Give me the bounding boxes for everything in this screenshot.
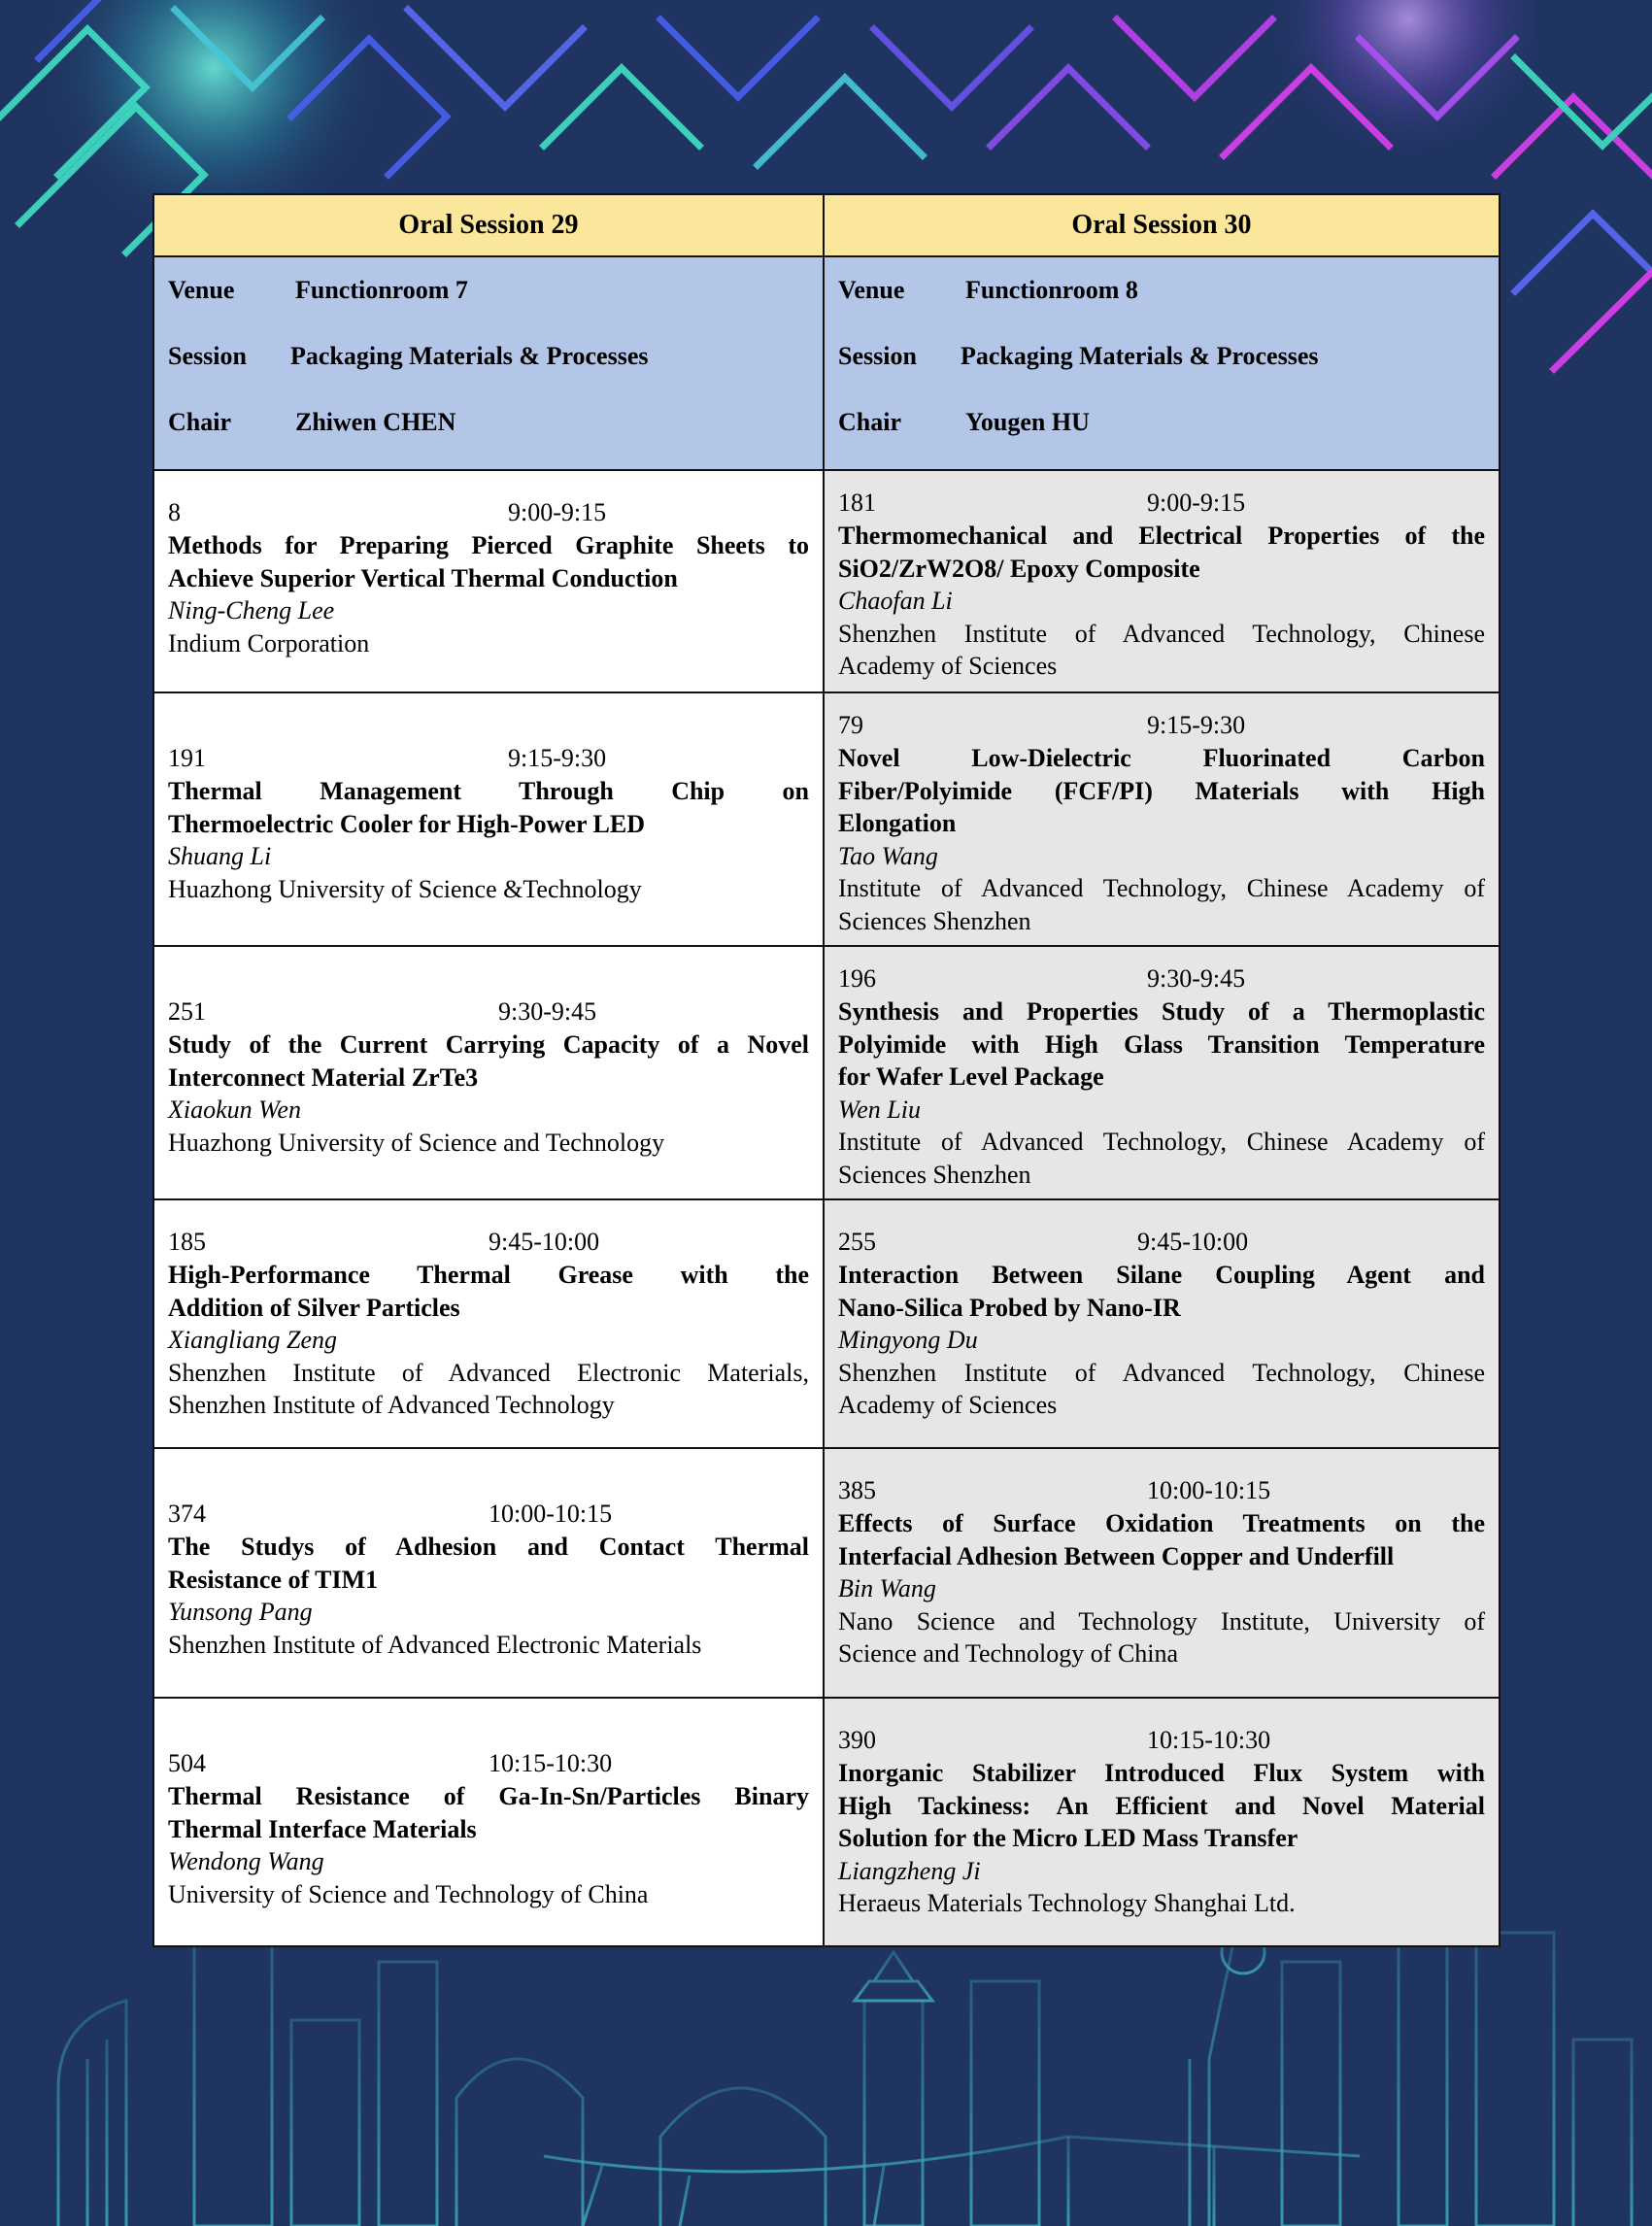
session-topic-value: Packaging Materials & Processes — [961, 342, 1319, 370]
talk-cell — [153, 1199, 824, 1448]
session-label: Session — [838, 342, 917, 370]
oral-session-schedule-table — [152, 193, 1500, 1947]
chair-value: Zhiwen CHEN — [295, 408, 456, 436]
paper-id: 255 — [838, 1228, 876, 1256]
paper-title-line: Thermal Interface Materials — [168, 1814, 477, 1843]
paper-id: 185 — [168, 1228, 206, 1256]
paper-title-line: Thermoelectric Cooler for High-Power LED — [168, 809, 645, 838]
session-header-row — [153, 194, 1500, 256]
talk-time: 9:30-9:45 — [498, 997, 597, 1026]
talk-cell — [153, 692, 824, 946]
talk-time: 9:15-9:30 — [1147, 711, 1246, 739]
paper-title-line: Achieve Superior Vertical Thermal Conduction — [168, 563, 678, 592]
paper-id-time-line — [168, 995, 809, 1029]
talk-time: 9:15-9:30 — [508, 744, 607, 772]
venue-label: Venue — [838, 276, 905, 304]
talk-time: 10:00-10:15 — [489, 1500, 613, 1528]
author-name: Tao Wang — [838, 841, 938, 870]
talk-entry — [838, 703, 1485, 937]
chair-value: Yougen HU — [965, 408, 1090, 436]
paper-id-time-line — [838, 709, 1485, 742]
paper-title-line: The Studys of Adhesion and Contact Thermal — [168, 1533, 809, 1561]
paper-id: 504 — [168, 1749, 206, 1777]
affiliation-line: Shenzhen Institute of Advanced Electronic Materials — [168, 1630, 702, 1659]
paper-id: 385 — [838, 1476, 876, 1504]
talk-row — [153, 1448, 1500, 1698]
paper-id: 251 — [168, 997, 206, 1026]
talk-cell — [824, 1448, 1500, 1698]
paper-title-line: Solution for the Micro LED Mass Transfer — [838, 1824, 1298, 1852]
paper-id-time-line — [168, 1498, 809, 1531]
talk-entry — [838, 1459, 1485, 1670]
paper-title-line: Resistance of TIM1 — [168, 1565, 379, 1594]
author-name: Wen Liu — [838, 1095, 921, 1124]
author-name: Yunsong Pang — [168, 1598, 313, 1626]
author-name: Chaofan Li — [838, 587, 953, 615]
talk-entry — [168, 481, 809, 659]
session-topic-value: Packaging Materials & Processes — [290, 342, 649, 370]
affiliation-line: Shenzhen Institute of Advanced Technology — [168, 1391, 615, 1419]
paper-title-line: High-Performance Thermal Grease with the — [168, 1261, 809, 1289]
paper-title-line: Study of the Current Carrying Capacity of a Novel — [168, 1030, 809, 1059]
affiliation-line: Science and Technology of China — [838, 1639, 1179, 1668]
chair-label: Chair — [168, 408, 231, 436]
talk-entry — [168, 1708, 809, 1910]
affiliation-line: Institute of Advanced Technology, Chinese Academy of — [838, 1128, 1485, 1156]
paper-title-line: Interconnect Material ZrTe3 — [168, 1062, 479, 1092]
paper-title-line: Elongation — [838, 809, 957, 837]
paper-id: 196 — [838, 964, 876, 993]
paper-title-line: SiO2/ZrW2O8/ Epoxy Composite — [838, 554, 1200, 583]
paper-id: 191 — [168, 744, 206, 772]
affiliation-line: Academy of Sciences — [838, 652, 1058, 680]
paper-id-time-line — [168, 1747, 809, 1780]
affiliation-line: Institute of Advanced Technology, Chinese Academy of — [838, 874, 1485, 902]
talk-entry — [168, 957, 809, 1159]
talk-time: 9:45-10:00 — [489, 1228, 600, 1256]
paper-title-line: Polyimide with High Glass Transition Temperature — [838, 1029, 1485, 1059]
talk-entry — [838, 1708, 1485, 1920]
paper-id-time-line — [168, 742, 809, 775]
affiliation-line: Academy of Sciences — [838, 1391, 1058, 1419]
author-name: Mingyong Du — [838, 1326, 978, 1354]
affiliation-line: Sciences Shenzhen — [838, 906, 1031, 935]
paper-id: 8 — [168, 498, 181, 526]
affiliation-line: Shenzhen Institute of Advanced Electronic Materials, — [168, 1358, 809, 1387]
talk-cell — [824, 470, 1500, 692]
affiliation-line: Heraeus Materials Technology Shanghai Ltd. — [838, 1889, 1296, 1917]
talk-rows — [153, 470, 1500, 1946]
talk-cell — [824, 1698, 1500, 1946]
paper-id-time-line — [168, 1226, 809, 1259]
venue-value: Functionroom 7 — [295, 276, 468, 304]
paper-title-line: Synthesis and Properties Study of a Thermoplastic — [838, 997, 1485, 1026]
affiliation-line: Shenzhen Institute of Advanced Technology, Chinese — [838, 619, 1485, 648]
talk-time: 10:00-10:15 — [1147, 1476, 1271, 1504]
venue-value: Functionroom 8 — [965, 276, 1138, 304]
paper-title-line: Thermal Resistance of Ga-In-Sn/Particles Binary — [168, 1782, 809, 1810]
paper-id-time-line — [838, 487, 1485, 520]
talk-cell — [153, 470, 824, 692]
paper-title-line: Fiber/Polyimide (FCF/PI) Materials with High — [838, 776, 1485, 805]
talk-cell — [824, 692, 1500, 946]
talk-time: 9:45-10:00 — [1137, 1228, 1249, 1256]
paper-id-time-line — [838, 1474, 1485, 1507]
author-name: Xiangliang Zeng — [168, 1326, 338, 1354]
talk-entry — [838, 957, 1485, 1191]
paper-id: 374 — [168, 1500, 206, 1528]
paper-id: 390 — [838, 1726, 876, 1754]
paper-id: 79 — [838, 711, 863, 739]
talk-time: 10:15-10:30 — [1147, 1726, 1271, 1754]
paper-title-line: High Tackiness: An Efficient and Novel Material — [838, 1791, 1485, 1820]
talk-cell — [153, 946, 824, 1199]
talk-time: 9:00-9:15 — [508, 498, 607, 526]
talk-cell — [153, 1448, 824, 1698]
author-name: Wendong Wang — [168, 1847, 324, 1875]
venue-label: Venue — [168, 276, 235, 304]
talk-row — [153, 946, 1500, 1199]
affiliation-line: Huazhong University of Science and Technology — [168, 1128, 665, 1157]
talk-entry — [168, 1459, 809, 1661]
paper-title-line: Thermomechanical and Electrical Properties of the — [838, 522, 1485, 550]
affiliation-line: Indium Corporation — [168, 628, 370, 658]
paper-id-time-line — [838, 1724, 1485, 1757]
talk-row — [153, 1698, 1500, 1946]
author-name: Liangzheng Ji — [838, 1856, 981, 1885]
affiliation-line: Nano Science and Technology Institute, University of — [838, 1606, 1485, 1636]
talk-cell — [824, 1199, 1500, 1448]
paper-title-line: Inorganic Stabilizer Introduced Flux System with — [838, 1759, 1485, 1787]
talk-time: 10:15-10:30 — [489, 1749, 613, 1777]
session-30-info — [824, 256, 1500, 470]
paper-id: 181 — [838, 489, 876, 517]
author-name: Bin Wang — [838, 1574, 936, 1602]
paper-title-line: Methods for Preparing Pierced Graphite Sheets to — [168, 531, 809, 559]
talk-entry — [168, 703, 809, 905]
talk-time: 9:30-9:45 — [1147, 964, 1246, 993]
author-name: Ning-Cheng Lee — [168, 596, 335, 624]
paper-id-time-line — [168, 496, 809, 529]
session-info-row — [153, 256, 1500, 470]
affiliation-line: Sciences Shenzhen — [838, 1160, 1031, 1189]
session-29-title: Oral Session 29 — [153, 194, 824, 256]
talk-entry — [168, 1210, 809, 1422]
affiliation-line: University of Science and Technology of China — [168, 1879, 649, 1908]
talk-entry — [838, 481, 1485, 683]
paper-title-line: for Wafer Level Package — [838, 1062, 1104, 1091]
chair-label: Chair — [838, 408, 901, 436]
author-name: Shuang Li — [168, 842, 272, 870]
paper-title-line: Nano-Silica Probed by Nano-IR — [838, 1293, 1181, 1322]
paper-title-line: Addition of Silver Particles — [168, 1293, 460, 1322]
paper-title-line: Interfacial Adhesion Between Copper and Underfill — [838, 1541, 1395, 1570]
session-29-info — [153, 256, 824, 470]
paper-title-line: Novel Low-Dielectric Fluorinated Carbon — [838, 744, 1485, 772]
talk-entry — [838, 1210, 1485, 1422]
paper-id-time-line — [838, 1226, 1485, 1259]
paper-id-time-line — [838, 962, 1485, 995]
session-label: Session — [168, 342, 247, 370]
talk-time: 9:00-9:15 — [1147, 489, 1246, 517]
paper-title-line: Effects of Surface Oxidation Treatments on the — [838, 1509, 1485, 1537]
affiliation-line: Shenzhen Institute of Advanced Technology, Chinese — [838, 1358, 1485, 1387]
talk-row — [153, 1199, 1500, 1448]
paper-title-line: Thermal Management Through Chip on — [168, 777, 809, 805]
paper-title-line: Interaction Between Silane Coupling Agent and — [838, 1261, 1485, 1289]
talk-cell — [824, 946, 1500, 1199]
talk-row — [153, 470, 1500, 692]
talk-cell — [153, 1698, 824, 1946]
talk-row — [153, 692, 1500, 946]
session-30-title: Oral Session 30 — [824, 194, 1500, 256]
affiliation-line: Huazhong University of Science &Technology — [168, 874, 642, 903]
author-name: Xiaokun Wen — [168, 1096, 301, 1124]
